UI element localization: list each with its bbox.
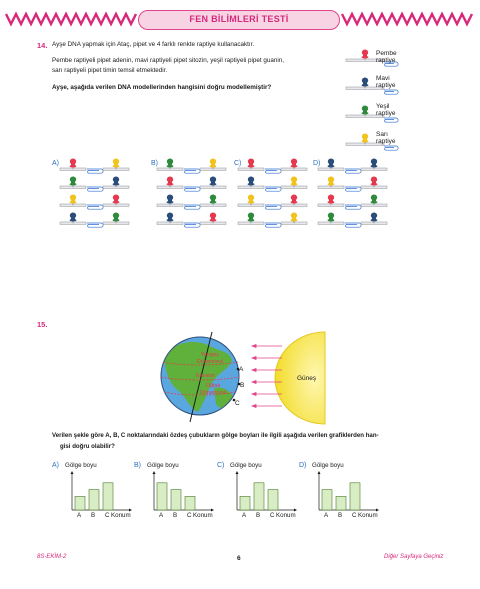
q14-question: Ayşe, aşağıda verilen DNA modellerinden hangisini doğru modellemiştir?: [52, 84, 272, 91]
point-c-label: C: [235, 400, 240, 407]
q14-description-line1: Pembe raptiyeli pipet adenin, mavi raptiyeli pipet sitozin, yeşil raptiyeli pipet guanin,: [52, 57, 285, 64]
equator-label: Ekvator: [196, 373, 215, 379]
chart-bar-B: [89, 490, 99, 510]
chart-a-option-label[interactable]: A): [52, 462, 59, 469]
footer-code: 8S-EKİM-2: [37, 554, 67, 560]
q15-question-line1: Verilen şekle göre A, B, C noktalarındaki özdeş çubukların gölge boyları ile ilgili aşağıda verilen grafiklerden han-: [52, 432, 379, 439]
chart-d-cat-b: B: [338, 512, 343, 519]
option-a-label[interactable]: A): [52, 160, 59, 167]
chart-b-cat-c: C: [187, 512, 192, 519]
legend-green-line1: Yeşil: [376, 103, 390, 110]
question-14-number: 14.: [37, 41, 48, 50]
option-b-label[interactable]: B): [151, 160, 158, 167]
chart-a-ylabel: Gölge boyu: [65, 462, 97, 469]
chart-c-option-label[interactable]: C): [217, 462, 225, 469]
chart-a-cat-c: C: [105, 512, 110, 519]
chart-c-cat-c: C: [270, 512, 275, 519]
legend-blue-line2: raptiye: [376, 82, 396, 89]
chart-c-xlabel: Konum: [276, 512, 296, 519]
chart-b-cat-a: A: [159, 512, 164, 519]
chart-bar-B: [336, 496, 346, 510]
chart-d-xlabel: Konum: [358, 512, 378, 519]
point-a-label: A: [239, 366, 244, 373]
chart-bar-C: [268, 490, 278, 510]
question-15-number: 15.: [37, 320, 48, 329]
q14-description-line2: sarı raptiyeli pipet timin temsil etmektedir.: [52, 67, 168, 74]
legend-blue-line1: Mavi: [376, 75, 390, 82]
legend-pink-line1: Pembe: [376, 50, 397, 57]
chart-bar-A: [157, 483, 167, 510]
chart-b-xlabel: Konum: [193, 512, 213, 519]
chart-bar-B: [171, 490, 181, 510]
chart-d-option-label[interactable]: D): [299, 462, 307, 469]
chart-bar-B: [254, 483, 264, 510]
chart-bar-C: [185, 496, 195, 510]
chart-d-cat-a: A: [324, 512, 329, 519]
legend-pink-line2: raptiye: [376, 57, 396, 64]
footer-next-page: Diğer Sayfaya Geçiniz: [384, 554, 444, 560]
chart-c-ylabel: Gölge boyu: [230, 462, 262, 469]
tropic-of-capricorn-label: Oğlak Dönencesi: [199, 383, 227, 396]
chart-c-cat-b: B: [256, 512, 261, 519]
chart-c-cat-a: A: [242, 512, 247, 519]
chart-bar-A: [240, 496, 250, 510]
option-d-label[interactable]: D): [313, 160, 321, 167]
chart-d-ylabel: Gölge boyu: [312, 462, 344, 469]
legend-green-line2: raptiye: [376, 110, 396, 117]
chart-a-xlabel: Konum: [111, 512, 131, 519]
sun-label: Güneş: [297, 375, 317, 382]
chart-b-ylabel: Gölge boyu: [147, 462, 179, 469]
section-title: FEN BİLİMLERİ TESTİ: [189, 14, 289, 24]
chart-bar-C: [103, 483, 113, 510]
chart-d-cat-c: C: [352, 512, 357, 519]
chart-b-option-label[interactable]: B): [134, 462, 141, 469]
option-c-label[interactable]: C): [234, 160, 242, 167]
legend-yellow-line1: Sarı: [376, 131, 388, 138]
page-number: 6: [237, 555, 241, 562]
point-b-label: B: [240, 382, 245, 389]
chart-bar-A: [322, 490, 332, 510]
q15-question-line2: gisi doğru olabilir?: [60, 443, 115, 450]
chart-bar-C: [350, 483, 360, 510]
chart-a-cat-a: A: [77, 512, 82, 519]
legend-yellow-line2: raptiye: [376, 138, 396, 145]
chart-a-cat-b: B: [91, 512, 96, 519]
chart-bar-A: [75, 496, 85, 510]
q14-intro-text: Ayşe DNA yapmak için Ataç, pipet ve 4 farklı renkte raptiye kullanacaktır.: [52, 41, 255, 48]
chart-b-cat-b: B: [173, 512, 178, 519]
tropic-of-cancer-label: Yengeç Dönencesi: [196, 352, 224, 365]
